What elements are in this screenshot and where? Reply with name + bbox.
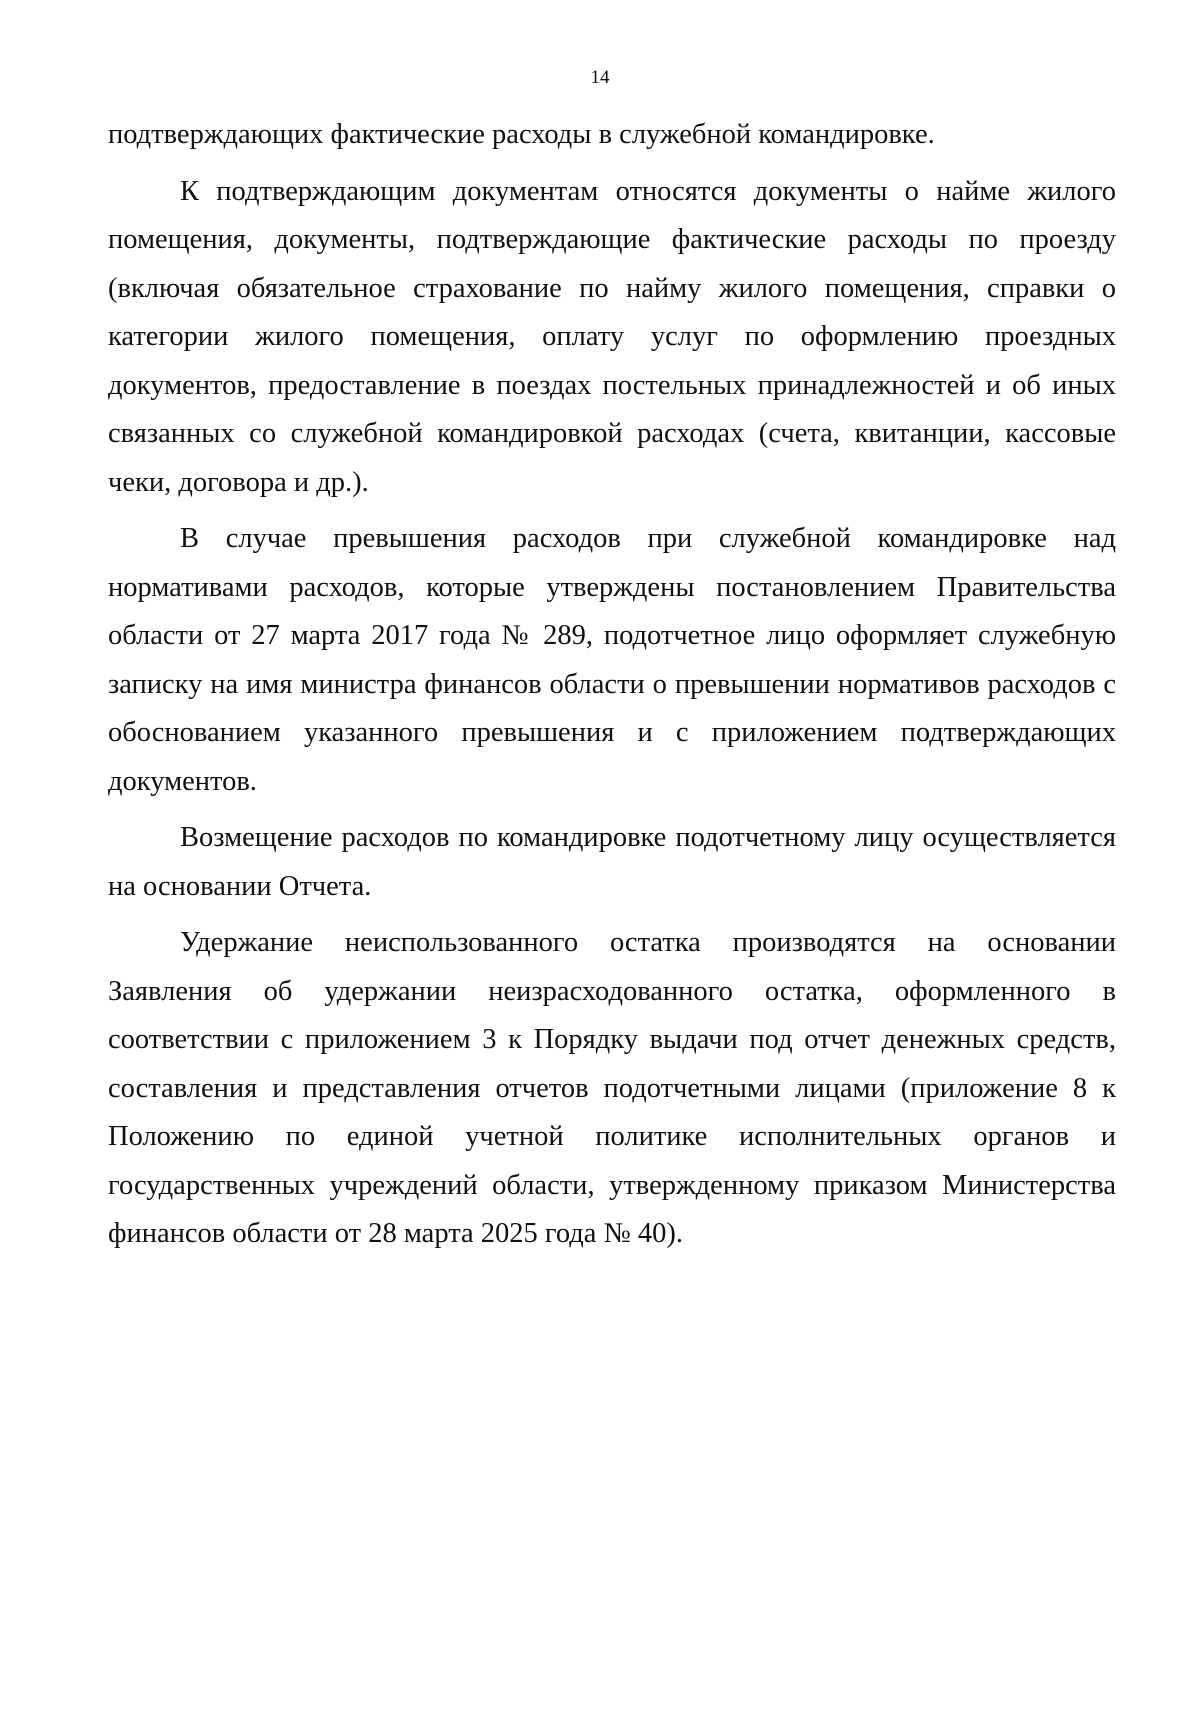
paragraph-continuation: подтверждающих фактические расходы в служебной командировке.	[108, 119, 935, 150]
paragraph-withholding: Удержание неиспользованного остатка производятся на основании Заявления об удержании неизрасходованного остатка, оформленного в соответствии с приложением 3 к Порядку выдачи под отчет денежных средств, составления и представления отчетов подотчетными лицами (приложение 8 к Положению по единой учетной политике исполнительных органов и государственных учреждений области, утвержденному приказом Министерства финансов области от 28 марта 2025 года № 40).	[108, 927, 1116, 1249]
paragraph-reimbursement: Возмещение расходов по командировке подотчетному лицу осуществляется на основании Отчета.	[108, 822, 1116, 902]
document-body	[108, 111, 1116, 1267]
paragraph-expense-excess: В случае превышения расходов при служебной командировке над нормативами расходов, которые утверждены постановлением Правительства области от 27 марта 2017 года № 289, подотчетное лицо оформляет служебную записку на имя министра финансов области о превышении нормативов расходов с обоснованием указанного превышения и с приложением подтверждающих документов.	[108, 523, 1116, 797]
page-number: 14	[590, 67, 610, 88]
paragraph-supporting-documents: К подтверждающим документам относятся документы о найме жилого помещения, документы, подтверждающие фактические расходы по проезду (включая обязательное страхование по найму жилого помещения, справки о категории жилого помещения, оплату услуг по оформлению проездных документов, предоставление в поездах постельных принадлежностей и об иных связанных со служебной командировкой расходах (счета, квитанции, кассовые чеки, договора и др.).	[108, 175, 1116, 498]
